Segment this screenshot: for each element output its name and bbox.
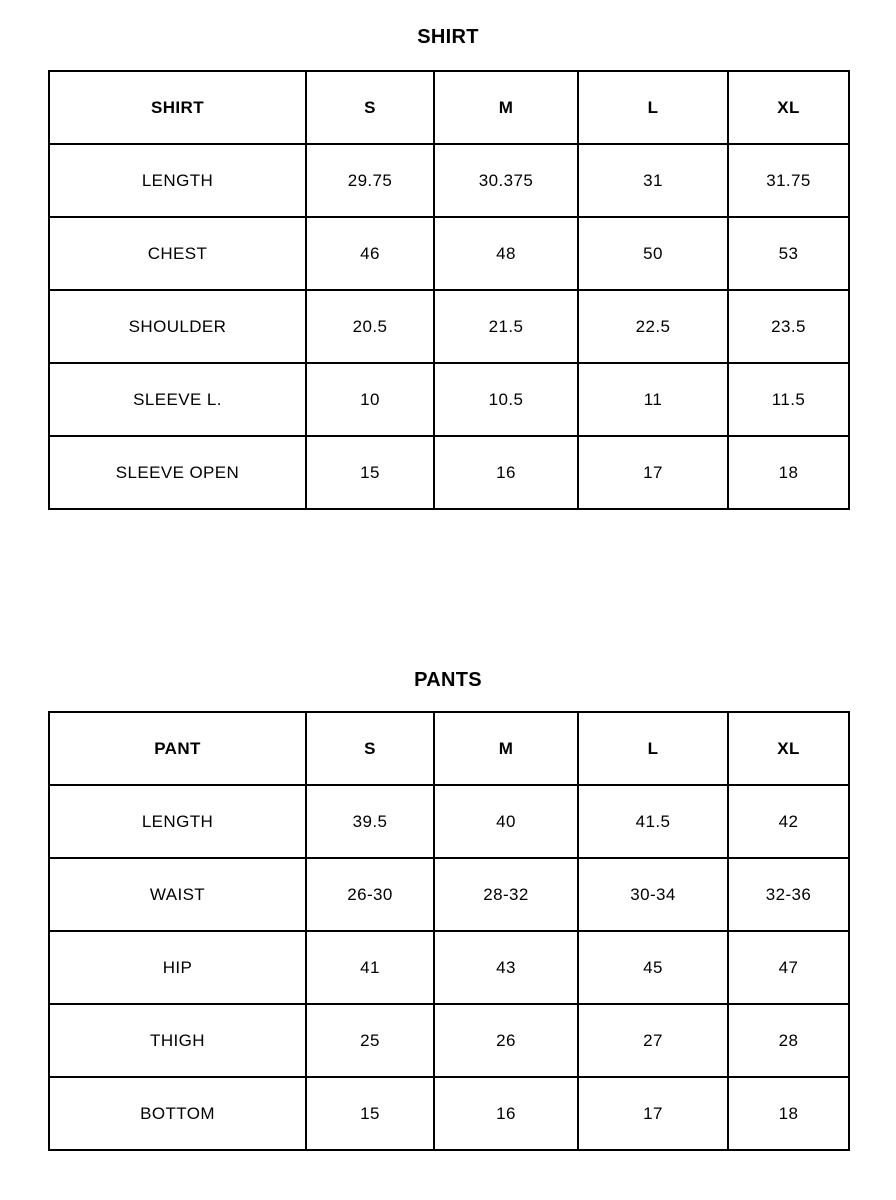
table-cell: 41 xyxy=(306,931,434,1004)
table-row xyxy=(49,858,849,931)
table-row xyxy=(49,931,849,1004)
row-label: HIP xyxy=(49,931,306,1004)
shirt-size-table xyxy=(48,70,850,510)
column-header-garment: PANT xyxy=(49,712,306,785)
table-cell: 42 xyxy=(728,785,849,858)
row-label: BOTTOM xyxy=(49,1077,306,1150)
table-row xyxy=(49,217,849,290)
table-cell: 31 xyxy=(578,144,728,217)
column-header-l: L xyxy=(578,712,728,785)
table-header-row xyxy=(49,712,849,785)
table-row xyxy=(49,363,849,436)
column-header-xl: XL xyxy=(728,71,849,144)
table-cell: 41.5 xyxy=(578,785,728,858)
table-cell: 26 xyxy=(434,1004,578,1077)
table-cell: 20.5 xyxy=(306,290,434,363)
table-cell: 48 xyxy=(434,217,578,290)
table-cell: 10 xyxy=(306,363,434,436)
table-cell: 18 xyxy=(728,1077,849,1150)
table-row xyxy=(49,436,849,509)
row-label: WAIST xyxy=(49,858,306,931)
table-cell: 16 xyxy=(434,1077,578,1150)
pants-section-title: PANTS xyxy=(414,669,482,691)
table-cell: 18 xyxy=(728,436,849,509)
table-cell: 28-32 xyxy=(434,858,578,931)
table-cell: 28 xyxy=(728,1004,849,1077)
table-cell: 26-30 xyxy=(306,858,434,931)
table-row xyxy=(49,1004,849,1077)
column-header-l: L xyxy=(578,71,728,144)
table-row xyxy=(49,144,849,217)
table-cell: 11.5 xyxy=(728,363,849,436)
column-header-garment: SHIRT xyxy=(49,71,306,144)
row-label: SLEEVE L. xyxy=(49,363,306,436)
table-header-row xyxy=(49,71,849,144)
column-header-s: S xyxy=(306,71,434,144)
table-cell: 25 xyxy=(306,1004,434,1077)
table-cell: 15 xyxy=(306,436,434,509)
column-header-m: M xyxy=(434,712,578,785)
shirt-section-title: SHIRT xyxy=(417,26,479,48)
table-cell: 47 xyxy=(728,931,849,1004)
table-cell: 17 xyxy=(578,1077,728,1150)
column-header-m: M xyxy=(434,71,578,144)
table-cell: 40 xyxy=(434,785,578,858)
table-cell: 32-36 xyxy=(728,858,849,931)
table-cell: 39.5 xyxy=(306,785,434,858)
row-label: CHEST xyxy=(49,217,306,290)
row-label: SLEEVE OPEN xyxy=(49,436,306,509)
row-label: SHOULDER xyxy=(49,290,306,363)
table-cell: 46 xyxy=(306,217,434,290)
table-cell: 17 xyxy=(578,436,728,509)
table-cell: 21.5 xyxy=(434,290,578,363)
row-label: LENGTH xyxy=(49,785,306,858)
row-label: THIGH xyxy=(49,1004,306,1077)
table-cell: 45 xyxy=(578,931,728,1004)
row-label: LENGTH xyxy=(49,144,306,217)
table-cell: 30.375 xyxy=(434,144,578,217)
table-cell: 27 xyxy=(578,1004,728,1077)
column-header-xl: XL xyxy=(728,712,849,785)
table-cell: 23.5 xyxy=(728,290,849,363)
table-cell: 30-34 xyxy=(578,858,728,931)
table-cell: 10.5 xyxy=(434,363,578,436)
table-row xyxy=(49,785,849,858)
table-cell: 53 xyxy=(728,217,849,290)
table-cell: 43 xyxy=(434,931,578,1004)
table-cell: 16 xyxy=(434,436,578,509)
table-cell: 11 xyxy=(578,363,728,436)
table-cell: 15 xyxy=(306,1077,434,1150)
table-cell: 22.5 xyxy=(578,290,728,363)
table-cell: 50 xyxy=(578,217,728,290)
table-row xyxy=(49,290,849,363)
pants-size-table xyxy=(48,711,850,1151)
table-cell: 31.75 xyxy=(728,144,849,217)
column-header-s: S xyxy=(306,712,434,785)
table-row xyxy=(49,1077,849,1150)
table-cell: 29.75 xyxy=(306,144,434,217)
